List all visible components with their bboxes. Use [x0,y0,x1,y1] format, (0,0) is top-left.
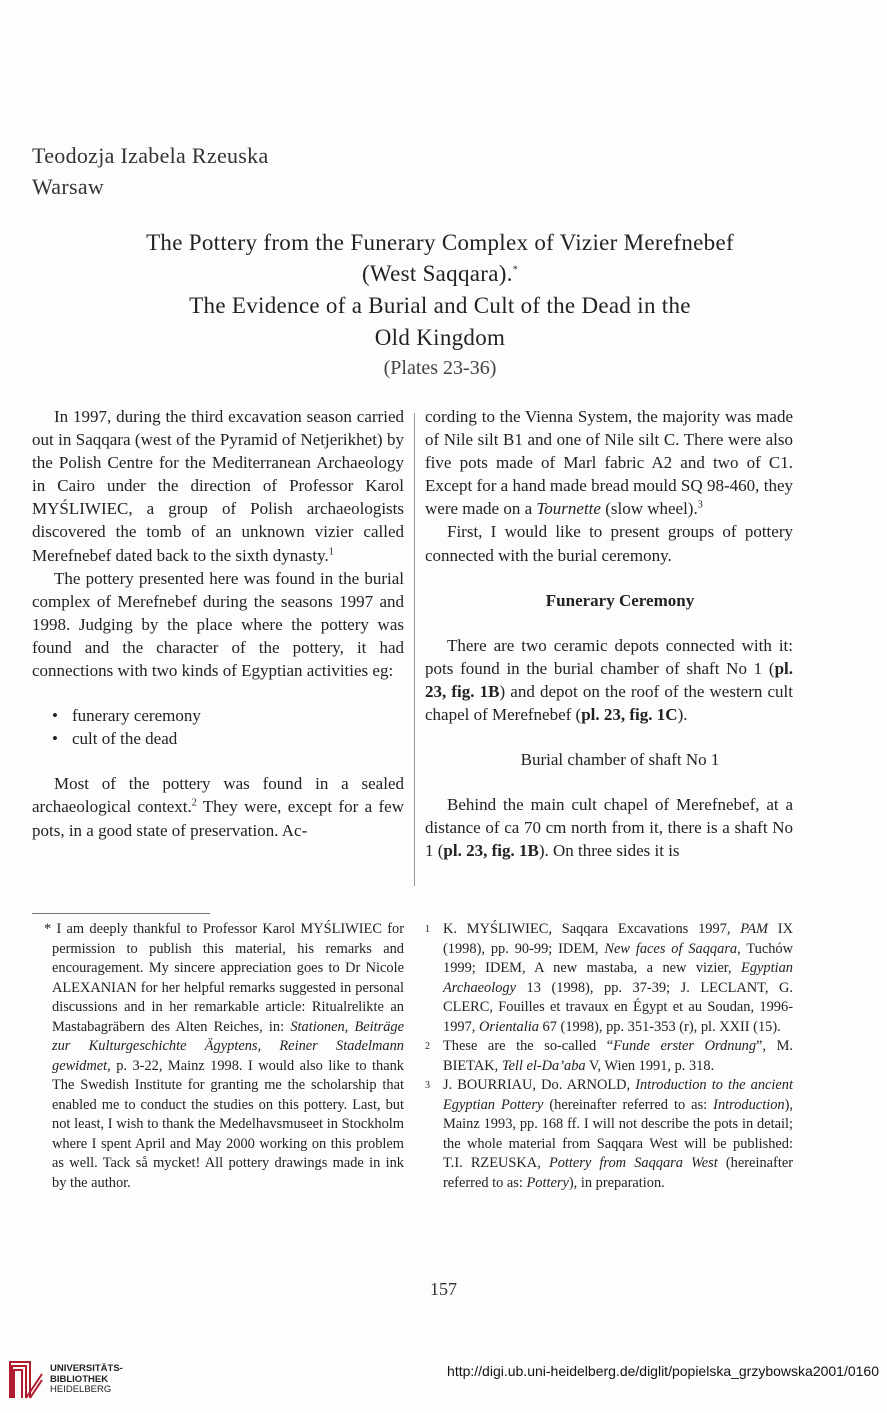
footnote-2 [425,1037,793,1076]
spacer [425,612,793,634]
title-line-2-text: (West Saqqara). [361,261,513,286]
footnote-text: 67 (1998), pp. 351-353 (r), pl. XXII (15). [538,1018,781,1035]
footnote-star-text-a: I am deeply thankful to Professor Karol MYŚLIWIEC for permission to publish this material, his remarks and encouragement. My sincere appreciation goes to Dr Nicole ALEXANIAN for her helpful remarks suggested in personal discussions and in her remarkable article: Ritualrelikte an Mastabagräbern des Alten Reiches, in: [51,921,404,1035]
footnote-1 [425,920,793,1037]
tournette-term: Tournette [536,499,601,519]
list-item: • cult of the dead [72,727,404,750]
right-paragraph-1 [425,405,793,520]
right-p1-text-b: (slow wheel). [600,499,698,519]
footnote-star-text-b: , p. 3-22, Mainz 1998. I would also like to thank The Swedish Institute for granting me the scholarship that enabled me to conduct the studies on this pottery. Last, but not least, I wish to thank the Medelhavsmuseet in Stockholm where I spent April and May 2000 working on this problem as well. Tack så mycket! All pottery drawings made in ink by the author. [52,1057,404,1191]
footnote-italic: Introduction to the ancient Egyptian Pottery [443,1077,793,1113]
footnote-italic: PAM [740,921,768,937]
list-item: • funerary ceremony [72,704,404,727]
footnote-star-mark: * [44,921,52,937]
left-paragraph-3 [32,772,404,841]
footnote-text: , Tuchów 1999; IDEM, A new mastaba, a new vizier, [443,940,793,976]
footnote-rule [32,913,210,914]
library-name-line-3: HEIDELBERG [50,1384,112,1395]
footnote-text: These are the so-called “ [443,1038,614,1054]
right-column [425,405,793,863]
right-p3-text-a: There are two ceramic depots connected with it: pots found in the burial chamber of shaft No 1 ( [425,635,793,678]
right-p3-text-b: ) and depot on the roof of the western cult chapel of Merefnebef ( [425,681,793,725]
author-name: Teodozja Izabela Rzeuska [32,143,269,168]
spacer [425,567,793,589]
subtitle-line-2: Old Kingdom [374,325,506,350]
right-paragraph-3 [425,634,793,726]
left-p3-text-a: Most of the pottery was found in a sealed archaeological context. [32,774,404,817]
footnote-3 [425,1076,793,1193]
footnotes-right [425,920,793,1193]
footnote-text: IX (1998), pp. 90-99; IDEM, [443,921,793,957]
library-logo-icon[interactable] [8,1360,44,1405]
page-number: 157 [430,1279,457,1299]
footnote-ref-3[interactable]: 3 [697,499,703,511]
footnote-italic: Pottery [526,1174,569,1191]
subsection-heading: Burial chamber of shaft No 1 [520,750,720,770]
right-p4-text-b: ). On three sides it is [538,841,680,861]
footnote-number: 3 [425,1080,430,1091]
left-paragraph-1 [32,405,404,567]
title-line-1: The Pottery from the Funerary Complex of Vizier Merefnebef [146,230,734,255]
footnote-italic: Tell el-Da’aba [501,1057,586,1074]
plate-ref-1b-second[interactable]: pl. 23, fig. 1B [443,841,539,861]
right-p4-text-a: Behind the main cult chapel of Merefnebef, at a distance of ca 70 cm north from it, there is a shaft No 1 ( [425,795,793,861]
footnote-star-text [32,920,404,1193]
footer-bar [0,1353,887,1413]
library-name [50,1364,123,1396]
section-heading: Funerary Ceremony [545,590,695,610]
plates-reference: (Plates 23-36) [383,357,497,379]
footnote-text: J. BOURRIAU, Do. ARNOLD, [443,1077,636,1093]
library-logo-graphic [8,1360,44,1400]
author-block [32,140,269,202]
footnote-italic: New faces of Saqqara [604,940,738,957]
footnote-text: (hereinafter referred to as: [443,1155,793,1191]
source-url-link[interactable]: http://digi.ub.uni-heidelberg.de/diglit/popielska_grzybowska2001/0160 [447,1363,879,1379]
footnote-text: V, Wien 1991, p. 318. [585,1057,715,1074]
footnote-italic: Pottery from Saqqara West [548,1155,718,1171]
footnote-ref-1[interactable]: 1 [328,545,334,557]
footnote-text: 13 (1998), pp. 37-39; J. LECLANT, G. CLERC, Fouilles et travaux en Égypt et au Soudan, 1996-1997, [443,979,793,1035]
footnote-text: (hereinafter referred to as: [543,1096,714,1113]
left-p3-text-b: They were, except for a few pots, in a good state of preservation. Ac- [32,797,404,840]
footnote-italic: Orientalia [478,1018,539,1035]
footnote-text: ”, M. BIETAK, [443,1038,793,1074]
library-name-line-1: UNIVERSITÄTS- [50,1363,123,1374]
footnote-ref-2[interactable]: 2 [191,797,197,809]
footnote-text: ), in preparation. [568,1174,665,1191]
spacer [425,771,793,793]
footnote-number: 2 [425,1041,430,1052]
footnote-star [32,920,404,1193]
subtitle-line-1: The Evidence of a Burial and Cult of the Dead in the [189,293,691,318]
spacer [32,750,404,772]
footnote-text: K. MYŚLIWIEC, Saqqara Excavations 1997, [443,921,741,937]
right-paragraph-2: First, I would like to present groups of pottery connected with the burial ceremony. [425,522,793,565]
activity-list [32,704,404,750]
library-name-line-2: BIBLIOTHEK [50,1373,109,1385]
author-place: Warsaw [32,174,105,199]
footnote-italic: Introduction [713,1096,785,1113]
title-line-2 [40,261,840,287]
left-column [32,405,404,842]
left-paragraph-2: The pottery presented here was found in the burial complex of Merefnebef during the seasons 1997 and 1998. Judging by the place where the pottery was found and the character of the pottery, it had connections with two kinds of Egyptian activities eg: [32,568,404,681]
footnote-italic: Egyptian Archaeology [443,960,793,996]
column-divider [414,413,415,886]
footnote-text: ), Mainz 1993, pp. 168 ff. I will not describe the pots in detail; the whole material from Saqqara West will be published: T.I. RZEUSKA, [443,1096,793,1171]
plate-ref-1c[interactable]: pl. 23, fig. 1C [581,705,678,725]
plate-ref-1b[interactable]: pl. 23, fig. 1B [425,658,793,701]
spacer [425,726,793,748]
footnote-number: 1 [425,924,430,935]
right-p3-text-c: ). [677,705,688,725]
left-p1-text: In 1997, during the third excavation season carried out in Saqqara (west of the Pyramid of Netjerikhet) by the Polish Centre for the Mediterranean Archaeology in Cairo under the direction of Professor Karol MYŚLIWIEC, a group of Polish archaeologists discovered the tomb of an unknown vizier called Merefnebef dated back to the sixth dynasty. [32,407,404,565]
spacer [32,682,404,704]
footnote-italic: Funde erster Ordnung [613,1038,757,1054]
footnote-star-title: Stationen, Beiträge zur Kulturgeschichte Ägyptens, Reiner Stadelmann gewidmet [52,1018,405,1074]
title-footnote-mark[interactable]: * [512,264,519,276]
right-paragraph-4 [425,793,793,862]
right-p1-text-a: cording to the Vienna System, the majority was made of Nile silt B1 and one of Nile silt C. There were also five pots made of Marl fabric A2 and two of C1. Except for a hand made bread mould SQ 98-460, they were made on a [425,407,793,519]
